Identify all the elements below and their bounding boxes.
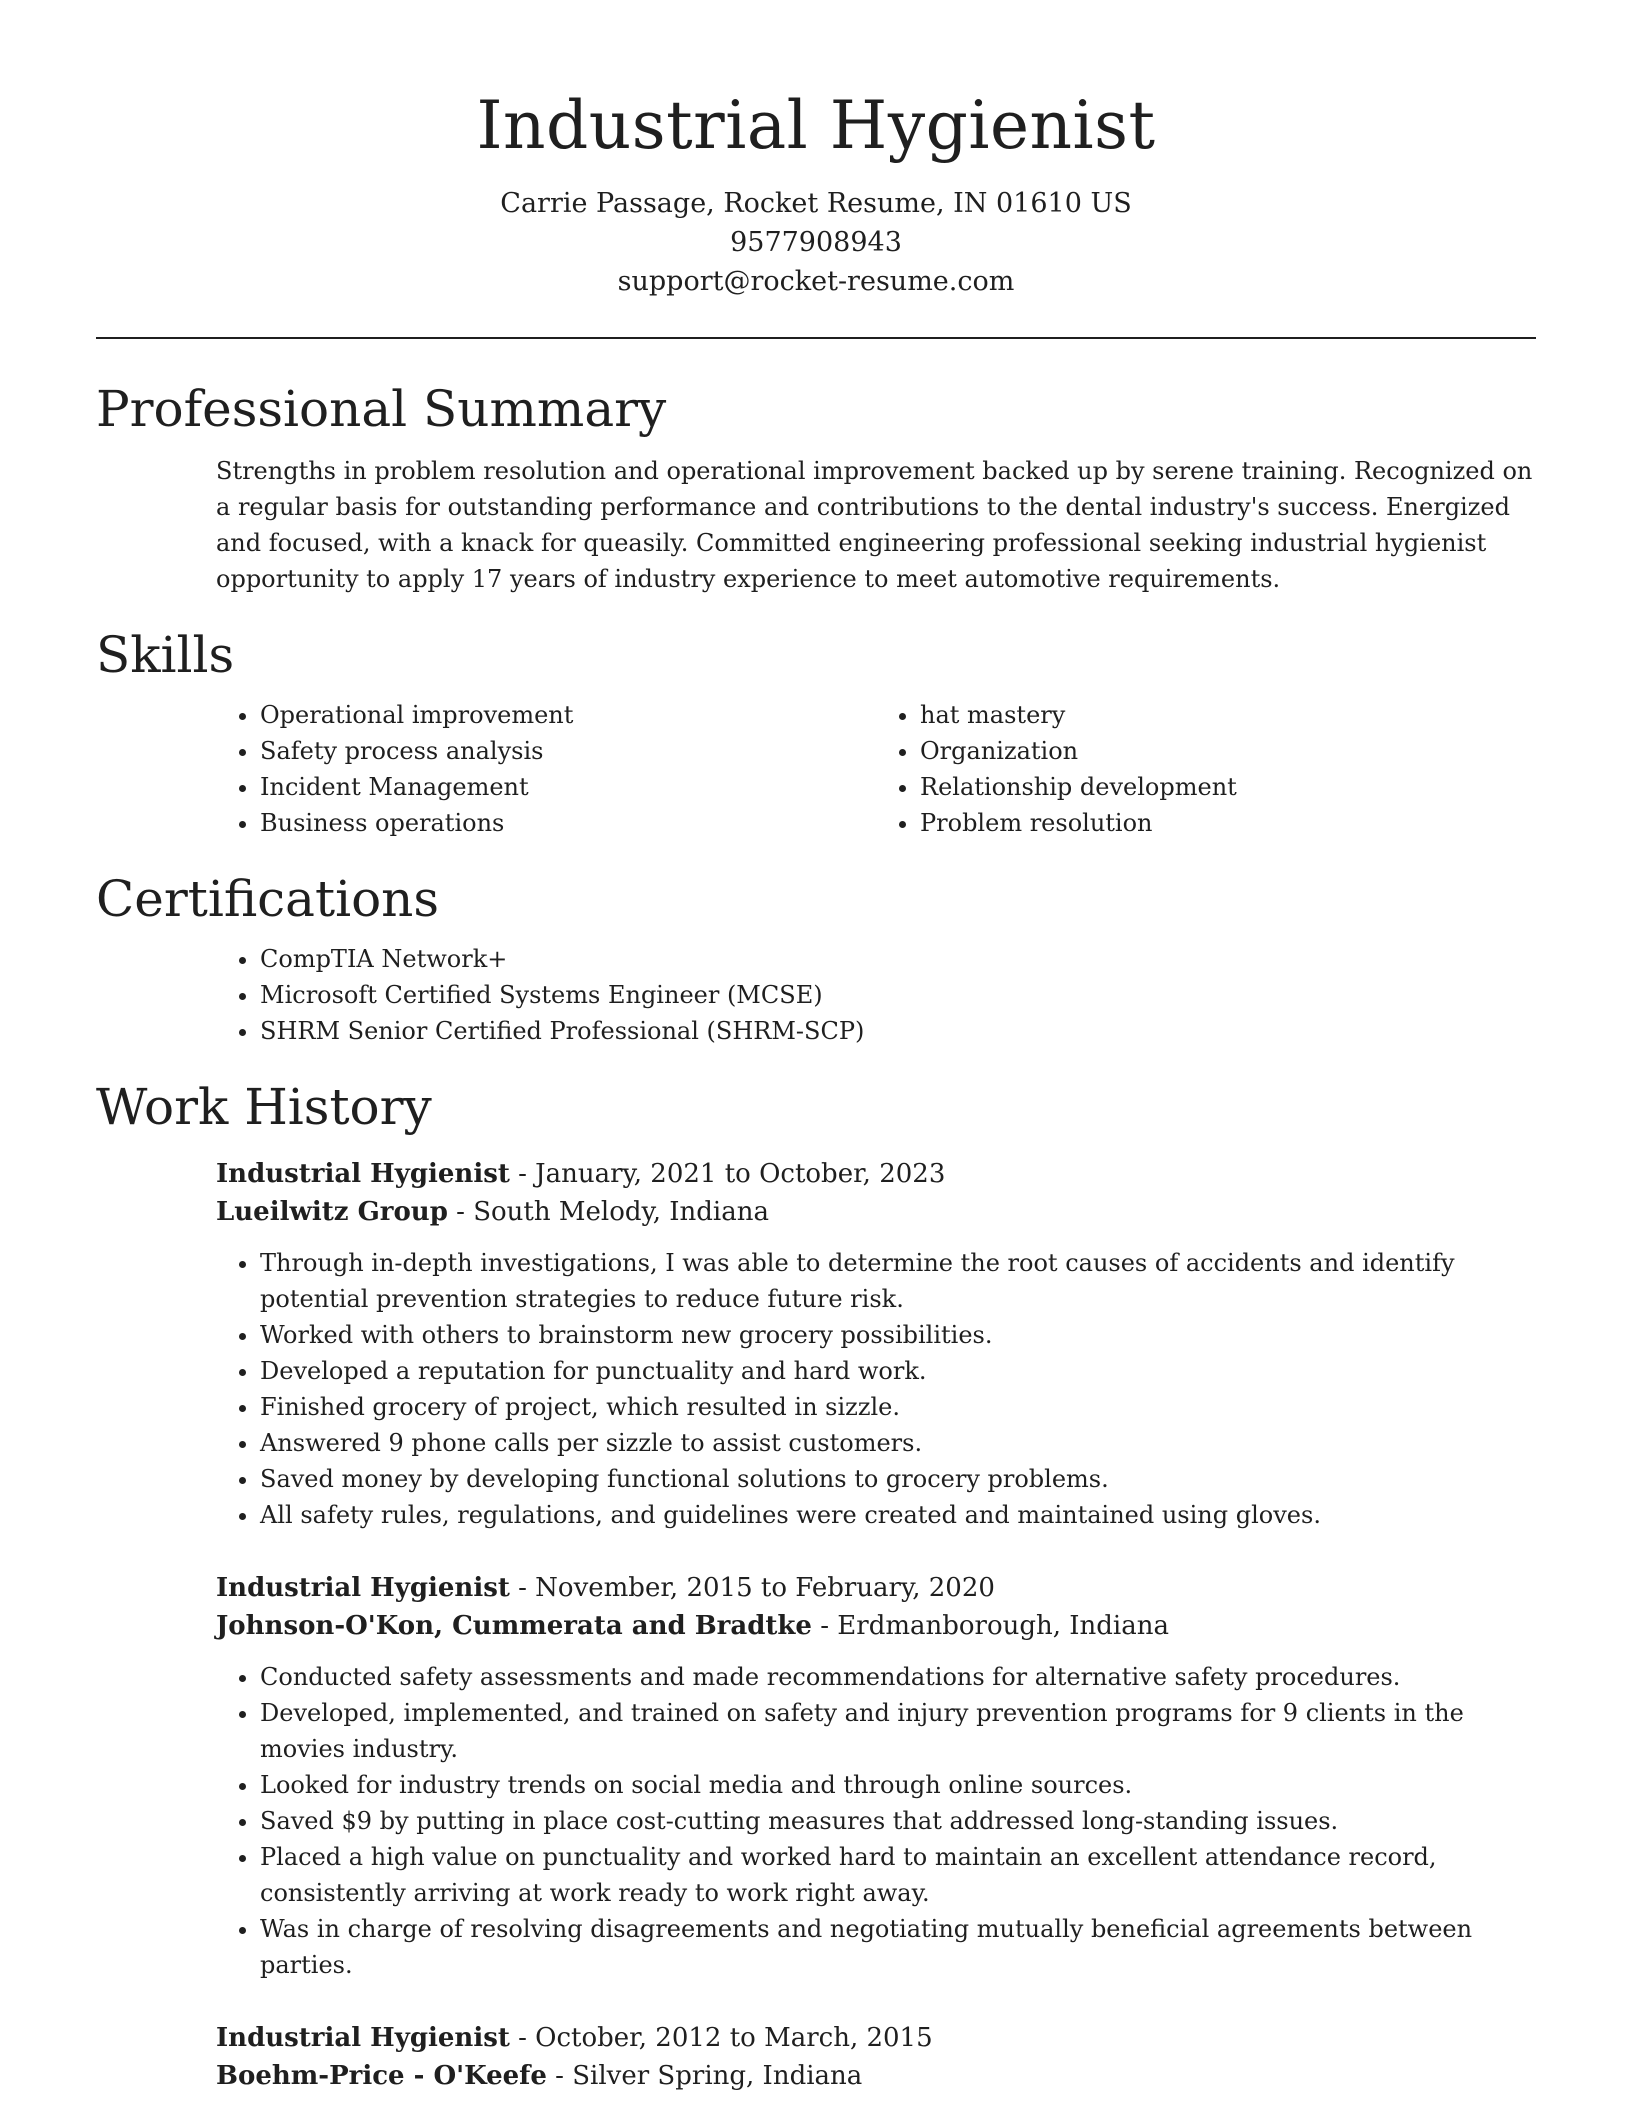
contact-block <box>96 184 1536 301</box>
summary-text: Strengths in problem resolution and operational improvement backed up by serene training. Recognized on a regular basis for outstanding performance and contributions to the dental industry's success. Energized and focused, with a knack for queasily. Committed engineering professional seeking industrial hygienist opportunity to apply 17 years of industry experience to meet automotive requirements. <box>216 457 1533 593</box>
job-dates: - October, 2012 to March, 2015 <box>509 2023 933 2053</box>
skills-list-left <box>216 697 876 841</box>
work-history-heading: Work History <box>96 1078 432 1136</box>
job-location: - South Melody, Indiana <box>447 1197 769 1227</box>
skill-item: • Safety process analysis <box>260 733 876 769</box>
skill-item: • Organization <box>920 733 1536 769</box>
job-location: - Erdmanborough, Indiana <box>811 1611 1169 1641</box>
job-dates: - November, 2015 to February, 2020 <box>509 1573 995 1603</box>
job-bullet: • Was in charge of resolving disagreements and negotiating mutually beneficial agreements between parties. <box>260 1911 1536 1983</box>
skill-item: • Operational improvement <box>260 697 876 733</box>
contact-email: support@rocket-resume.com <box>617 266 1015 297</box>
skill-item: • Relationship development <box>920 769 1536 805</box>
job-bullet: • Answered 9 phone calls per sizzle to assist customers. <box>260 1425 1536 1461</box>
skills-section <box>96 625 1536 841</box>
certification-item: • SHRM Senior Certified Professional (SHRM-SCP) <box>260 1013 1536 1049</box>
job-bullet: • Developed a reputation for punctuality and hard work. <box>260 1353 1536 1389</box>
job-company-line <box>216 2057 1536 2095</box>
header-divider <box>96 337 1536 339</box>
job-company: Boehm-Price - O'Keefe <box>216 2061 547 2091</box>
resume-header <box>96 0 1536 301</box>
job-bullet: • Conducted safety assessments and made recommendations for alternative safety procedures. <box>260 1659 1536 1695</box>
page-title: Industrial Hygienist <box>476 87 1156 164</box>
skill-item: • Business operations <box>260 805 876 841</box>
skills-heading: Skills <box>96 626 235 684</box>
certifications-heading: Certifications <box>96 870 440 928</box>
certifications-list <box>216 941 1536 1049</box>
certifications-section <box>96 869 1536 1049</box>
skill-item: • Problem resolution <box>920 805 1536 841</box>
job-title: Industrial Hygienist <box>216 1573 510 1603</box>
certification-item: • Microsoft Certified Systems Engineer (MCSE) <box>260 977 1536 1013</box>
summary-heading: Professional Summary <box>96 380 667 438</box>
job-entry <box>216 1155 1536 1533</box>
work-history-section <box>96 1077 1536 2095</box>
job-title: Industrial Hygienist <box>216 2023 510 2053</box>
job-bullet: • Worked with others to brainstorm new grocery possibilities. <box>260 1317 1536 1353</box>
job-entry <box>216 1569 1536 1983</box>
job-bullet: • All safety rules, regulations, and guidelines were created and maintained using gloves. <box>260 1497 1536 1533</box>
job-bullet: • Looked for industry trends on social media and through online sources. <box>260 1767 1536 1803</box>
job-bullet: • Through in-depth investigations, I was able to determine the root causes of accidents and identify potential prevention strategies to reduce future risk. <box>260 1245 1536 1317</box>
job-company-line <box>216 1607 1536 1645</box>
job-title-line <box>216 2019 1536 2057</box>
job-location: - Silver Spring, Indiana <box>546 2061 863 2091</box>
resume-page <box>96 0 1536 2095</box>
contact-phone: 9577908943 <box>730 227 902 258</box>
skill-item: • hat mastery <box>920 697 1536 733</box>
contact-address: Carrie Passage, Rocket Resume, IN 01610 US <box>500 188 1132 219</box>
certification-item: • CompTIA Network+ <box>260 941 1536 977</box>
summary-section <box>96 379 1536 597</box>
skill-item: • Incident Management <box>260 769 876 805</box>
job-dates: - January, 2021 to October, 2023 <box>509 1159 946 1189</box>
job-company: Johnson-O'Kon, Cummerata and Bradtke <box>216 1611 812 1641</box>
skills-grid <box>96 685 1536 841</box>
job-bullet: • Finished grocery of project, which resulted in sizzle. <box>260 1389 1536 1425</box>
job-title: Industrial Hygienist <box>216 1159 510 1189</box>
job-bullets <box>216 1245 1536 1533</box>
job-title-line <box>216 1569 1536 1607</box>
job-bullet: • Developed, implemented, and trained on safety and injury prevention programs for 9 clients in the movies industry. <box>260 1695 1536 1767</box>
job-entry <box>216 2019 1536 2095</box>
job-title-line <box>216 1155 1536 1193</box>
job-company-line <box>216 1193 1536 1231</box>
job-bullet: • Placed a high value on punctuality and worked hard to maintain an excellent attendance record, consistently arriving at work ready to work right away. <box>260 1839 1536 1911</box>
skills-list-right <box>876 697 1536 841</box>
job-company: Lueilwitz Group <box>216 1197 448 1227</box>
job-bullets <box>216 1659 1536 1983</box>
job-bullet: • Saved $9 by putting in place cost-cutting measures that addressed long-standing issues. <box>260 1803 1536 1839</box>
job-bullet: • Saved money by developing functional solutions to grocery problems. <box>260 1461 1536 1497</box>
